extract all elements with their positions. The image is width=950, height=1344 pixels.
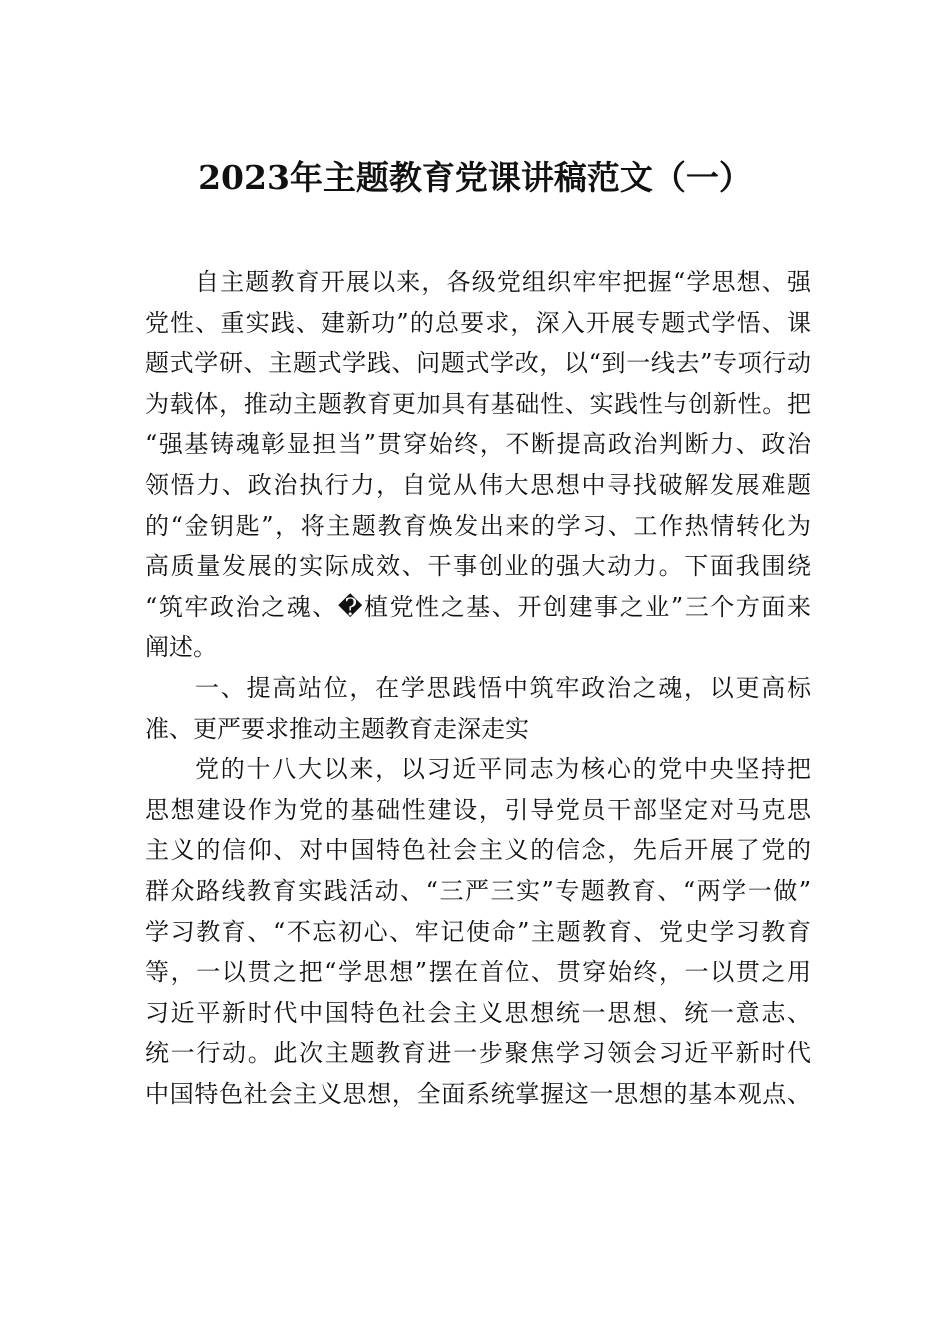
document-body [145,262,811,1114]
text-line: 等，一以贯之把“学思想”摆在首位、贯穿始终，一以贯之用 [145,958,811,987]
text-line: 一、提高站位，在学思践悟中筑牢政治之魂，以更高标 [195,673,811,702]
text-line: 习近平新时代中国特色社会主义思想统一思想、统一意志、 [145,998,811,1027]
text-line: 主义的信仰、对中国特色社会主义的信念，先后开展了党的 [145,836,811,865]
document-title: 2023年主题教育党课讲稿范文（一） [198,158,752,197]
text-line: 学习教育、“不忘初心、牢记使命”主题教育、党史学习教育 [145,917,811,946]
text-line: 自主题教育开展以来，各级党组织牢牢把握“学思想、强 [195,268,811,296]
text-line: 群众路线教育实践活动、“三严三实”专题教育、“两学一做” [145,876,811,905]
text-line: 统一行动。此次主题教育进一步聚焦学习领会习近平新时代 [145,1039,811,1068]
text-line: 阐述。 [145,633,217,662]
text-line: 的“金钥匙”，将主题教育焕发出来的学习、工作热情转化为 [145,511,811,540]
text-line: 准、更严要求推动主题教育走深走实 [145,714,529,743]
text-line: 党性、重实践、建新功”的总要求，深入开展专题式学悟、课 [145,308,811,337]
text-line: 为载体，推动主题教育更加具有基础性、实践性与创新性。把 [145,389,811,418]
text-line: “筑牢政治之魂、�植党性之基、开创建事之业”三个方面来 [145,592,811,621]
text-line: 领悟力、政治执行力，自觉从伟大思想中寻找破解发展难题 [145,470,811,499]
text-line: 中国特色社会主义思想，全面系统掌握这一思想的基本观点、 [145,1079,811,1108]
text-line: “强基铸魂彰显担当”贯穿始终，不断提高政治判断力、政治 [145,430,811,459]
text-line: 高质量发展的实际成效、干事创业的强大动力。下面我围绕 [145,552,811,581]
text-line: 党的十八大以来，以习近平同志为核心的党中央坚持把 [195,755,811,784]
text-line: 思想建设作为党的基础性建设，引导党员干部坚定对马克思 [145,795,811,824]
text-line: 题式学研、主题式学践、问题式学改，以“到一线去”专项行动 [145,349,811,378]
